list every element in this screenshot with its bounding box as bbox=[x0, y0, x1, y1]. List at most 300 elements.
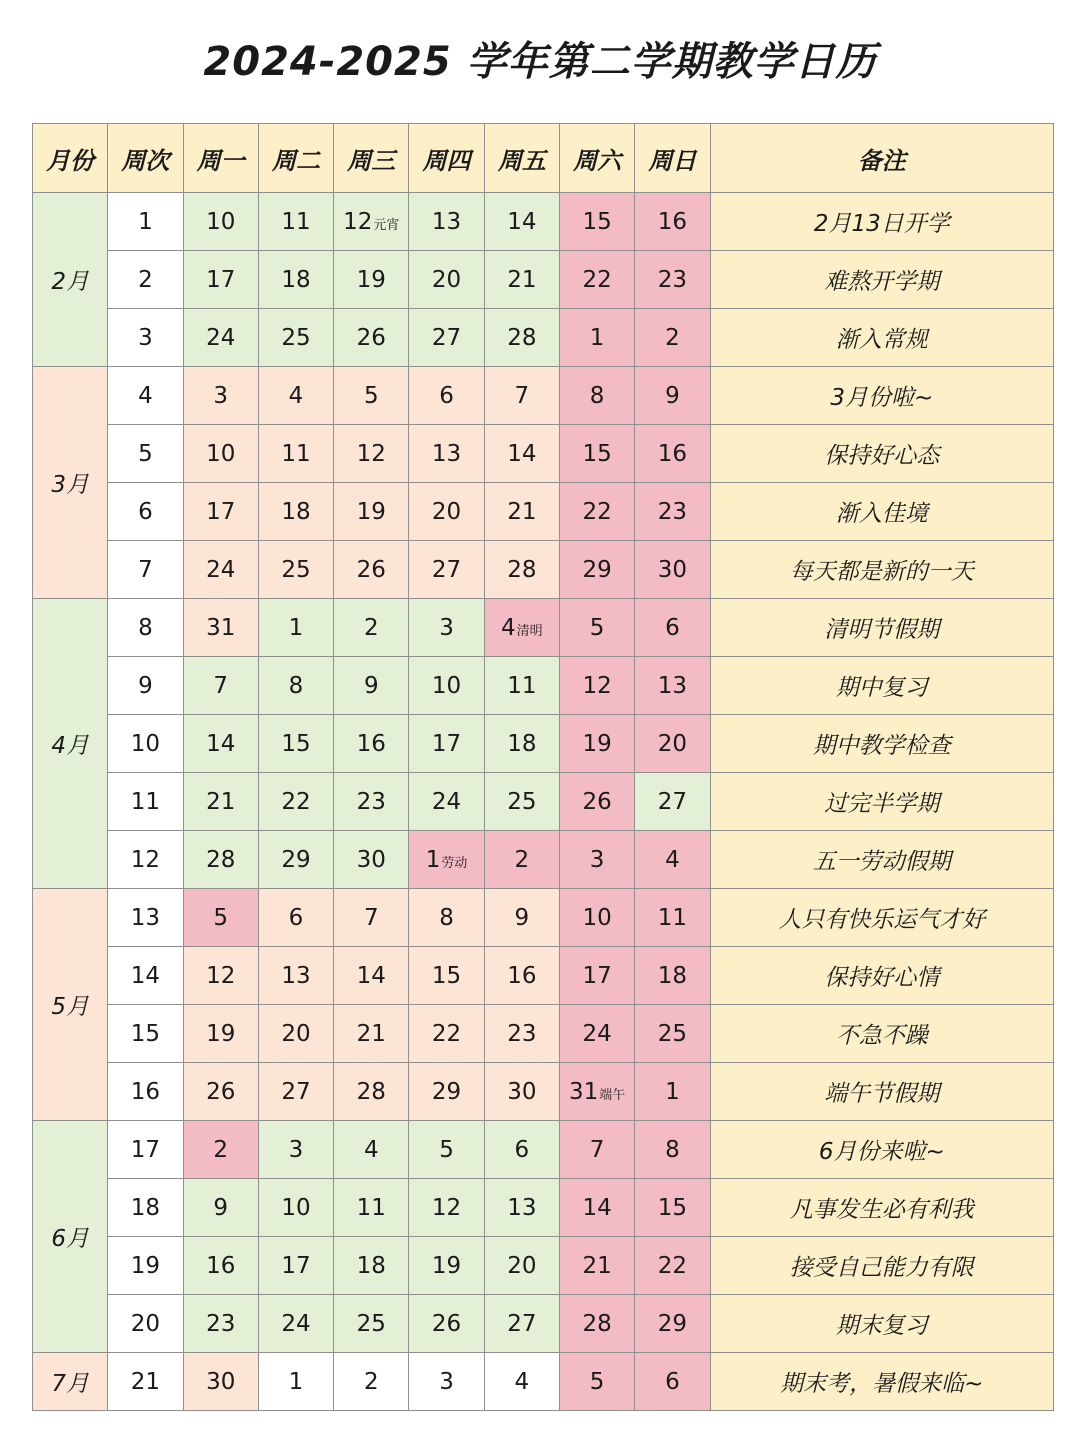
day-number: 18 bbox=[281, 498, 311, 525]
holiday-tag: 元宵 bbox=[373, 217, 400, 233]
month-cell: 5月 bbox=[33, 889, 108, 1121]
day-number: 6 bbox=[439, 382, 454, 409]
day-cell bbox=[334, 1063, 409, 1121]
day-number: 20 bbox=[431, 498, 462, 525]
day-number: 30 bbox=[507, 1078, 537, 1105]
day-number: 27 bbox=[657, 788, 688, 815]
day-cell bbox=[484, 773, 559, 831]
day-cell bbox=[409, 541, 484, 599]
day-cell bbox=[409, 657, 484, 715]
day-number: 27 bbox=[507, 1310, 537, 1337]
week-number: 5 bbox=[108, 425, 183, 483]
day-cell bbox=[409, 193, 484, 251]
day-number: 25 bbox=[657, 1020, 688, 1047]
header-row bbox=[33, 124, 1054, 193]
day-number: 5 bbox=[439, 1136, 454, 1163]
day-number: 12 bbox=[206, 962, 236, 989]
day-number: 21 bbox=[507, 266, 537, 293]
day-number: 29 bbox=[657, 1310, 688, 1337]
day-number: 23 bbox=[657, 266, 688, 293]
day-number: 24 bbox=[206, 324, 236, 351]
calendar-body bbox=[33, 193, 1054, 1411]
day-cell bbox=[559, 1295, 634, 1353]
day-number: 2 bbox=[665, 324, 680, 351]
day-cell bbox=[183, 947, 258, 1005]
day-cell bbox=[409, 1063, 484, 1121]
day-cell bbox=[559, 483, 634, 541]
note-cell: 6月份来啦~ bbox=[710, 1121, 1053, 1179]
day-number: 15 bbox=[657, 1194, 688, 1221]
day-number: 16 bbox=[657, 440, 688, 467]
week-number: 2 bbox=[108, 251, 183, 309]
day-cell bbox=[409, 1237, 484, 1295]
note-cell: 五一劳动假期 bbox=[710, 831, 1053, 889]
day-cell bbox=[635, 599, 710, 657]
day-cell bbox=[484, 831, 559, 889]
holiday-tag: 劳动 bbox=[441, 855, 468, 871]
week-row bbox=[33, 599, 1054, 657]
day-number: 11 bbox=[657, 904, 688, 931]
day-cell bbox=[484, 309, 559, 367]
header-sat: 周六 bbox=[559, 124, 634, 193]
day-number: 2 bbox=[514, 846, 530, 873]
week-number: 13 bbox=[108, 889, 183, 947]
day-cell bbox=[334, 889, 409, 947]
day-cell bbox=[334, 1005, 409, 1063]
day-number: 5 bbox=[213, 904, 229, 931]
day-number: 26 bbox=[431, 1310, 462, 1337]
day-number: 19 bbox=[206, 1020, 236, 1047]
day-cell bbox=[258, 1121, 333, 1179]
day-cell bbox=[484, 1295, 559, 1353]
day-number: 17 bbox=[206, 266, 236, 293]
day-cell bbox=[409, 1005, 484, 1063]
day-number: 16 bbox=[507, 962, 537, 989]
day-number: 4 bbox=[501, 614, 516, 641]
day-cell bbox=[258, 1295, 333, 1353]
week-row bbox=[33, 889, 1054, 947]
day-cell bbox=[258, 947, 333, 1005]
day-cell bbox=[334, 1121, 409, 1179]
week-number: 1 bbox=[108, 193, 183, 251]
day-number: 2 bbox=[363, 614, 379, 641]
week-row bbox=[33, 1295, 1054, 1353]
day-cell bbox=[559, 1237, 634, 1295]
day-number: 5 bbox=[589, 1368, 605, 1395]
note-cell: 期中复习 bbox=[710, 657, 1053, 715]
day-number: 9 bbox=[213, 1194, 229, 1221]
day-number: 31 bbox=[206, 614, 236, 641]
day-number: 17 bbox=[206, 498, 236, 525]
note-cell: 接受自己能力有限 bbox=[710, 1237, 1053, 1295]
week-row bbox=[33, 773, 1054, 831]
day-cell bbox=[334, 251, 409, 309]
day-number: 10 bbox=[431, 672, 462, 699]
day-cell bbox=[258, 1237, 333, 1295]
day-cell bbox=[258, 657, 333, 715]
day-cell bbox=[484, 657, 559, 715]
day-cell bbox=[559, 889, 634, 947]
day-number: 22 bbox=[582, 498, 612, 525]
day-cell bbox=[559, 309, 634, 367]
day-cell bbox=[183, 599, 258, 657]
day-cell bbox=[183, 425, 258, 483]
day-cell bbox=[258, 251, 333, 309]
day-cell bbox=[258, 193, 333, 251]
day-number: 1 bbox=[589, 324, 605, 351]
day-cell bbox=[258, 309, 333, 367]
day-number: 27 bbox=[431, 324, 462, 351]
note-cell: 期末复习 bbox=[710, 1295, 1053, 1353]
day-number: 11 bbox=[281, 440, 311, 467]
note-cell: 清明节假期 bbox=[710, 599, 1053, 657]
day-number: 12 bbox=[356, 440, 386, 467]
day-number: 31 bbox=[568, 1078, 599, 1105]
day-cell bbox=[409, 1353, 484, 1411]
day-cell bbox=[635, 309, 710, 367]
day-number: 29 bbox=[431, 1078, 462, 1105]
day-cell bbox=[334, 367, 409, 425]
day-cell bbox=[559, 657, 634, 715]
day-number: 21 bbox=[206, 788, 236, 815]
day-number: 15 bbox=[582, 440, 612, 467]
day-cell bbox=[559, 831, 634, 889]
day-cell bbox=[559, 1353, 634, 1411]
day-number: 13 bbox=[507, 1194, 537, 1221]
day-cell bbox=[334, 483, 409, 541]
day-cell bbox=[334, 1353, 409, 1411]
day-number: 14 bbox=[507, 208, 537, 235]
day-number: 11 bbox=[507, 672, 537, 699]
day-cell bbox=[484, 1237, 559, 1295]
day-cell bbox=[334, 715, 409, 773]
day-cell bbox=[409, 1179, 484, 1237]
day-cell bbox=[484, 251, 559, 309]
day-number: 16 bbox=[356, 730, 386, 757]
day-number: 1 bbox=[425, 846, 441, 873]
day-cell bbox=[334, 773, 409, 831]
day-number: 19 bbox=[356, 498, 386, 525]
day-cell bbox=[559, 599, 634, 657]
day-cell bbox=[635, 251, 710, 309]
day-cell bbox=[559, 1063, 634, 1121]
week-number: 6 bbox=[108, 483, 183, 541]
day-number: 13 bbox=[431, 440, 462, 467]
day-number: 25 bbox=[356, 1310, 386, 1337]
header-wed: 周三 bbox=[334, 124, 409, 193]
day-number: 1 bbox=[288, 1368, 304, 1395]
day-cell bbox=[183, 715, 258, 773]
day-cell bbox=[183, 193, 258, 251]
week-number: 14 bbox=[108, 947, 183, 1005]
week-row bbox=[33, 541, 1054, 599]
day-number: 7 bbox=[213, 672, 229, 699]
day-number: 22 bbox=[582, 266, 612, 293]
calendar-table bbox=[32, 123, 1054, 1411]
day-cell bbox=[334, 599, 409, 657]
header-mon: 周一 bbox=[183, 124, 258, 193]
day-cell bbox=[559, 1179, 634, 1237]
day-number: 25 bbox=[507, 788, 537, 815]
day-cell bbox=[258, 367, 333, 425]
day-cell bbox=[635, 715, 710, 773]
day-number: 29 bbox=[582, 556, 612, 583]
day-cell bbox=[409, 599, 484, 657]
day-number: 23 bbox=[507, 1020, 537, 1047]
day-number: 22 bbox=[281, 788, 311, 815]
day-number: 19 bbox=[582, 730, 612, 757]
day-number: 28 bbox=[507, 324, 537, 351]
day-cell bbox=[183, 483, 258, 541]
day-cell bbox=[559, 947, 634, 1005]
day-cell bbox=[183, 831, 258, 889]
week-row bbox=[33, 947, 1054, 1005]
day-number: 10 bbox=[582, 904, 612, 931]
day-cell bbox=[334, 541, 409, 599]
day-number: 24 bbox=[281, 1310, 311, 1337]
day-number: 18 bbox=[657, 962, 688, 989]
day-cell bbox=[559, 541, 634, 599]
week-row bbox=[33, 251, 1054, 309]
day-cell bbox=[258, 541, 333, 599]
day-cell bbox=[183, 1063, 258, 1121]
day-cell bbox=[635, 831, 710, 889]
day-cell bbox=[183, 541, 258, 599]
day-cell bbox=[635, 773, 710, 831]
day-number: 14 bbox=[582, 1194, 612, 1221]
day-cell bbox=[484, 425, 559, 483]
week-number: 11 bbox=[108, 773, 183, 831]
note-cell: 3月份啦~ bbox=[710, 367, 1053, 425]
month-cell: 6月 bbox=[33, 1121, 108, 1353]
note-cell: 每天都是新的一天 bbox=[710, 541, 1053, 599]
day-cell bbox=[484, 599, 559, 657]
day-number: 3 bbox=[439, 1368, 454, 1395]
day-cell bbox=[183, 1295, 258, 1353]
day-cell bbox=[635, 1063, 710, 1121]
day-cell bbox=[484, 367, 559, 425]
month-cell: 7月 bbox=[33, 1353, 108, 1411]
day-cell bbox=[258, 1353, 333, 1411]
day-cell bbox=[484, 889, 559, 947]
day-number: 2 bbox=[363, 1368, 379, 1395]
week-number: 12 bbox=[108, 831, 183, 889]
day-number: 9 bbox=[514, 904, 530, 931]
week-number: 19 bbox=[108, 1237, 183, 1295]
day-number: 4 bbox=[288, 382, 304, 409]
note-cell: 期中教学检查 bbox=[710, 715, 1053, 773]
day-cell bbox=[484, 715, 559, 773]
day-number: 4 bbox=[514, 1368, 530, 1395]
day-number: 18 bbox=[507, 730, 537, 757]
day-cell bbox=[409, 425, 484, 483]
day-number: 11 bbox=[356, 1194, 386, 1221]
month-cell: 3月 bbox=[33, 367, 108, 599]
header-note: 备注 bbox=[710, 124, 1053, 193]
day-cell bbox=[559, 251, 634, 309]
day-cell bbox=[409, 831, 484, 889]
day-cell bbox=[635, 657, 710, 715]
day-cell bbox=[258, 773, 333, 831]
day-cell bbox=[635, 425, 710, 483]
week-number: 10 bbox=[108, 715, 183, 773]
day-cell bbox=[334, 425, 409, 483]
note-cell: 保持好心情 bbox=[710, 947, 1053, 1005]
day-cell bbox=[409, 309, 484, 367]
week-row bbox=[33, 1121, 1054, 1179]
day-number: 6 bbox=[288, 904, 304, 931]
day-cell bbox=[484, 1179, 559, 1237]
day-cell bbox=[183, 657, 258, 715]
header-sun: 周日 bbox=[635, 124, 710, 193]
day-number: 5 bbox=[589, 614, 605, 641]
day-cell bbox=[334, 1295, 409, 1353]
day-cell bbox=[183, 367, 258, 425]
day-number: 20 bbox=[657, 730, 688, 757]
week-number: 7 bbox=[108, 541, 183, 599]
day-number: 26 bbox=[356, 324, 386, 351]
day-cell bbox=[409, 715, 484, 773]
day-cell bbox=[484, 541, 559, 599]
week-number: 21 bbox=[108, 1353, 183, 1411]
day-number: 7 bbox=[589, 1136, 605, 1163]
month-cell: 2月 bbox=[33, 193, 108, 367]
day-number: 20 bbox=[431, 266, 462, 293]
day-number: 12 bbox=[582, 672, 612, 699]
day-number: 30 bbox=[356, 846, 386, 873]
day-cell bbox=[183, 1179, 258, 1237]
note-cell: 2月13日开学 bbox=[710, 193, 1053, 251]
week-number: 4 bbox=[108, 367, 183, 425]
day-number: 21 bbox=[582, 1252, 612, 1279]
day-cell bbox=[484, 947, 559, 1005]
day-cell bbox=[484, 193, 559, 251]
day-cell bbox=[635, 947, 710, 1005]
day-number: 22 bbox=[431, 1020, 462, 1047]
day-cell bbox=[258, 483, 333, 541]
day-number: 27 bbox=[281, 1078, 311, 1105]
note-cell: 过完半学期 bbox=[710, 773, 1053, 831]
day-cell bbox=[334, 1179, 409, 1237]
day-number: 18 bbox=[281, 266, 311, 293]
header-tue: 周二 bbox=[258, 124, 333, 193]
day-number: 17 bbox=[431, 730, 462, 757]
day-cell bbox=[635, 367, 710, 425]
note-cell: 渐入佳境 bbox=[710, 483, 1053, 541]
day-number: 17 bbox=[281, 1252, 311, 1279]
week-row bbox=[33, 1179, 1054, 1237]
day-number: 27 bbox=[431, 556, 462, 583]
day-cell bbox=[334, 947, 409, 1005]
day-number: 7 bbox=[363, 904, 379, 931]
day-number: 3 bbox=[439, 614, 454, 641]
day-cell bbox=[183, 889, 258, 947]
day-cell bbox=[635, 193, 710, 251]
day-cell bbox=[183, 1353, 258, 1411]
day-cell bbox=[484, 1121, 559, 1179]
day-number: 10 bbox=[206, 440, 236, 467]
day-number: 28 bbox=[206, 846, 236, 873]
holiday-tag: 端午 bbox=[599, 1087, 626, 1103]
day-cell bbox=[183, 773, 258, 831]
day-number: 24 bbox=[206, 556, 236, 583]
day-number: 28 bbox=[582, 1310, 612, 1337]
week-row bbox=[33, 425, 1054, 483]
day-number: 22 bbox=[657, 1252, 688, 1279]
day-number: 2 bbox=[213, 1136, 229, 1163]
day-number: 28 bbox=[356, 1078, 386, 1105]
day-cell bbox=[183, 309, 258, 367]
day-number: 17 bbox=[582, 962, 612, 989]
day-number: 3 bbox=[288, 1136, 304, 1163]
day-number: 14 bbox=[356, 962, 386, 989]
note-cell: 端午节假期 bbox=[710, 1063, 1053, 1121]
day-cell bbox=[484, 1063, 559, 1121]
week-row bbox=[33, 1353, 1054, 1411]
day-cell bbox=[258, 831, 333, 889]
day-number: 19 bbox=[431, 1252, 462, 1279]
holiday-tag: 清明 bbox=[516, 623, 543, 639]
day-number: 24 bbox=[431, 788, 462, 815]
note-cell: 渐入常规 bbox=[710, 309, 1053, 367]
note-cell: 人只有快乐运气才好 bbox=[710, 889, 1053, 947]
week-row bbox=[33, 657, 1054, 715]
day-cell bbox=[258, 425, 333, 483]
day-number: 28 bbox=[507, 556, 537, 583]
note-cell: 期末考，暑假来临~ bbox=[710, 1353, 1053, 1411]
day-number: 13 bbox=[657, 672, 688, 699]
day-number: 8 bbox=[665, 1136, 680, 1163]
week-number: 17 bbox=[108, 1121, 183, 1179]
day-number: 15 bbox=[431, 962, 462, 989]
day-cell bbox=[258, 1063, 333, 1121]
day-number: 8 bbox=[589, 382, 605, 409]
day-number: 30 bbox=[657, 556, 688, 583]
day-number: 26 bbox=[206, 1078, 236, 1105]
month-cell: 4月 bbox=[33, 599, 108, 889]
note-cell: 凡事发生必有利我 bbox=[710, 1179, 1053, 1237]
day-number: 25 bbox=[281, 556, 311, 583]
day-number: 16 bbox=[657, 208, 688, 235]
week-number: 18 bbox=[108, 1179, 183, 1237]
page-title: 2024-2025 学年第二学期教学日历 bbox=[203, 39, 877, 85]
day-number: 23 bbox=[657, 498, 688, 525]
note-cell: 不急不躁 bbox=[710, 1005, 1053, 1063]
day-number: 23 bbox=[356, 788, 386, 815]
day-number: 13 bbox=[431, 208, 462, 235]
day-number: 20 bbox=[507, 1252, 537, 1279]
day-cell bbox=[635, 1179, 710, 1237]
day-cell bbox=[559, 193, 634, 251]
day-cell bbox=[258, 1179, 333, 1237]
day-number: 13 bbox=[281, 962, 311, 989]
week-row bbox=[33, 193, 1054, 251]
day-number: 18 bbox=[356, 1252, 386, 1279]
day-number: 29 bbox=[281, 846, 311, 873]
day-number: 1 bbox=[665, 1078, 680, 1105]
day-cell bbox=[334, 657, 409, 715]
day-cell bbox=[409, 773, 484, 831]
day-cell bbox=[258, 599, 333, 657]
week-row bbox=[33, 831, 1054, 889]
day-cell bbox=[258, 1005, 333, 1063]
day-cell bbox=[559, 715, 634, 773]
note-cell: 难熬开学期 bbox=[710, 251, 1053, 309]
day-number: 15 bbox=[582, 208, 612, 235]
week-number: 9 bbox=[108, 657, 183, 715]
day-number: 3 bbox=[589, 846, 605, 873]
day-cell bbox=[334, 309, 409, 367]
